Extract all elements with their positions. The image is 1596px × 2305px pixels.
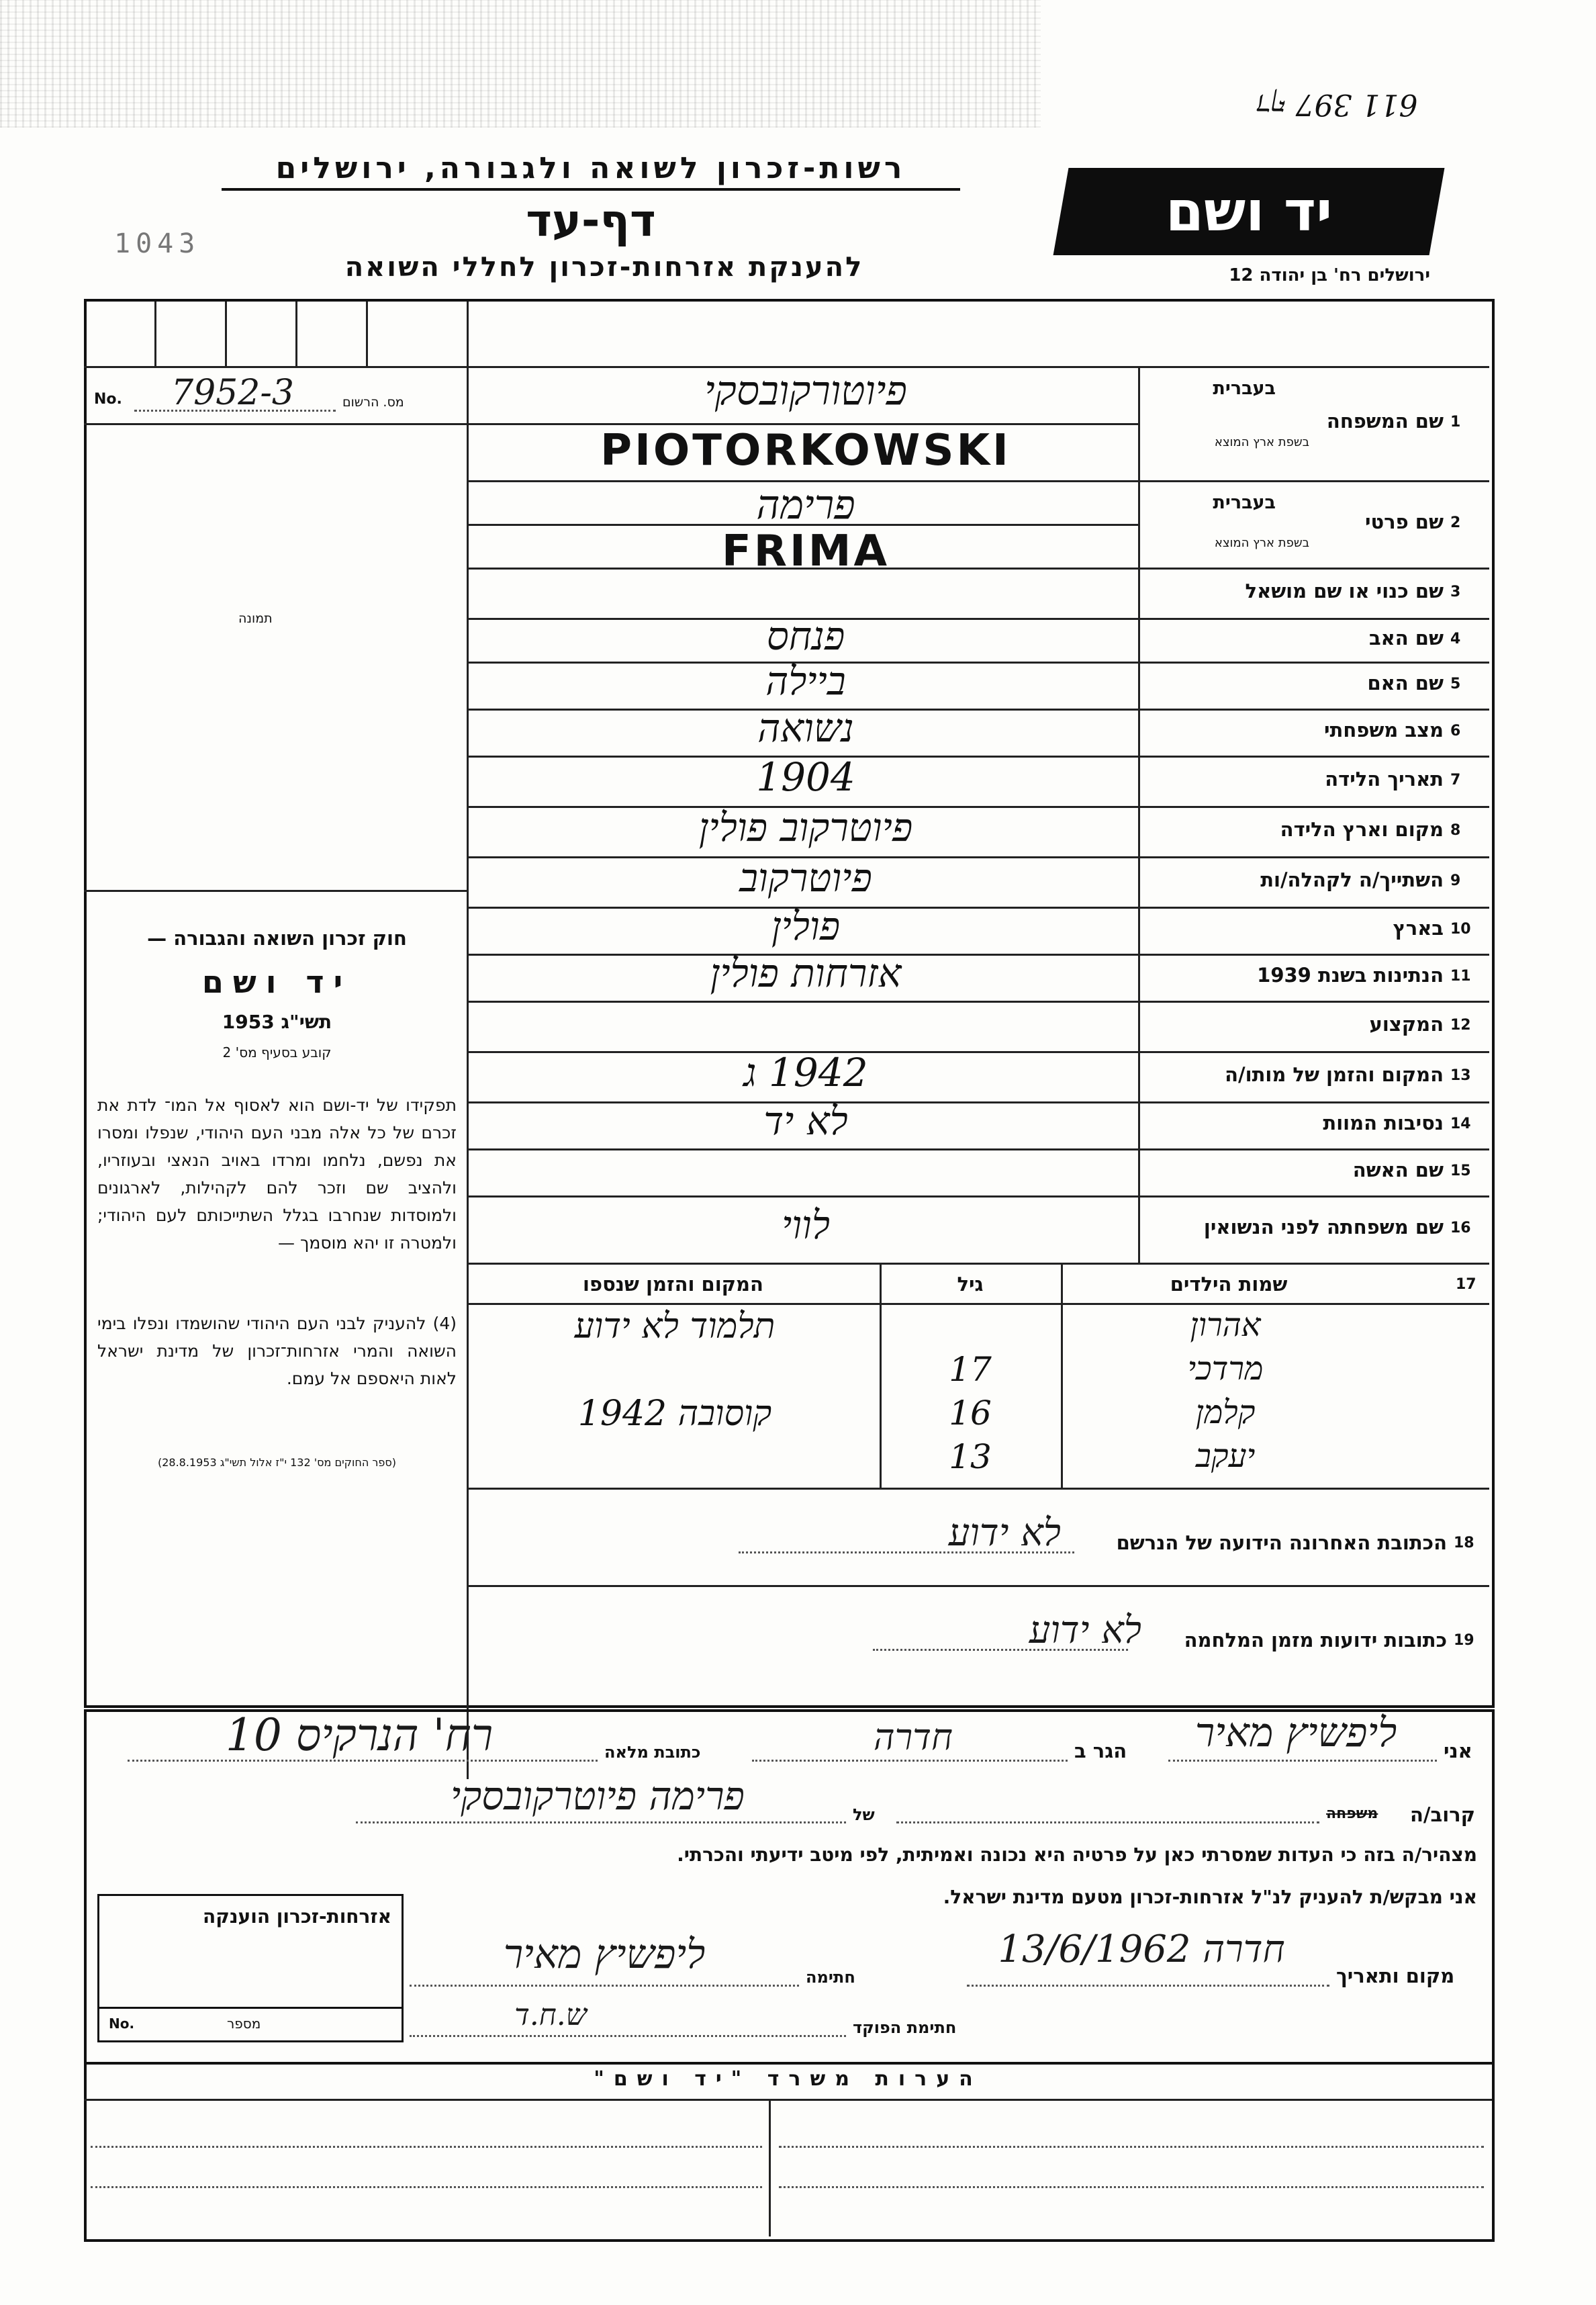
field-value: פנחס (766, 613, 845, 659)
field-num: 15 (1450, 1163, 1471, 1179)
dotted-line (91, 2146, 762, 2148)
field-value-latin: PIOTORKOWSKI (600, 426, 1011, 476)
award-box (97, 1894, 404, 2042)
grid-line (467, 1488, 1489, 1490)
field-num: 6 (1450, 723, 1461, 739)
law-citation: (ספר החוקים מס' 132 י"ז אלול תשי"ג 28.8.1953) (157, 1456, 397, 1469)
field-label: השתייך/ה לקהלה/ות (1260, 868, 1444, 891)
field-value-latin: FRIMA (721, 527, 890, 576)
relative-crossed: משפחה (1326, 1805, 1378, 1822)
field-sub-origin: בשפת ארץ המוצא (1214, 536, 1309, 550)
field-value: אזרחות פולין (710, 950, 902, 996)
children-num: 17 (1456, 1276, 1476, 1293)
grid-line (225, 302, 227, 366)
field-label: המקצוע (1369, 1012, 1444, 1036)
dotted-line (410, 1985, 799, 1987)
declarant-name: ליפשיץ מאיר (1194, 1709, 1397, 1756)
field-value: פיוטרקוב פולין (698, 804, 913, 850)
registration-number-value: 7952-3 (171, 373, 294, 413)
grid-line (880, 1263, 882, 1488)
field-num: 3 (1450, 583, 1461, 600)
full-address-value: רח' הנרקיס 10 (225, 1709, 494, 1761)
field-num: 8 (1450, 821, 1461, 839)
field-label: שם האשה (1352, 1159, 1444, 1181)
logo-address: ירושלים רח' בן יהודה 12 (1229, 265, 1430, 285)
relative-label: קרוב/ה (1410, 1803, 1475, 1826)
logo-text: יד ושם (1165, 179, 1333, 244)
grid-line (295, 302, 297, 366)
field-label: שם המשפחה (1326, 410, 1444, 433)
declaration-statement: מצהיר/ה בזה כי העדות שמסרתי כאן על פרטיה היא נכונה ואמיתית, לפי מיטב ידיעתי והכרתי. (677, 1844, 1477, 1866)
field-value: לא יד (763, 1098, 848, 1144)
child-place: תלמוד לא ידוע (574, 1306, 776, 1347)
law-name: יד ושם (201, 964, 353, 1000)
grid-line (769, 2099, 771, 2236)
field-num: 9 (1450, 872, 1461, 889)
grid-line (84, 2099, 1492, 2101)
officer-value: ש.ח.ד (514, 1998, 587, 2032)
field-sub-origin: בשפת ארץ המוצא (1214, 435, 1309, 449)
field-value-hebrew: פיוטורקובסקי (704, 367, 907, 414)
child-age: 17 (949, 1350, 992, 1389)
dotted-line (779, 2186, 1484, 2188)
field-num: 10 (1450, 921, 1471, 938)
field-label: המקום והזמן של מותו/ה (1225, 1063, 1444, 1086)
child-name: קלמן (1195, 1394, 1256, 1431)
dotted-line (752, 1760, 1068, 1762)
field-num: 13 (1450, 1067, 1471, 1084)
field-18-label: הכתובת האחרונה הידועה של הנרשם (1116, 1531, 1447, 1554)
field-value: נשואה (757, 705, 854, 751)
relative-of-value: פרימה פיוטרקובסקי (451, 1773, 745, 1819)
child-age: 16 (949, 1394, 992, 1433)
field-num: 1 (1450, 414, 1461, 431)
place-date-value: חדרה 13/6/1962 (998, 1928, 1285, 1971)
form-subtitle: להענקת אזרחות-זכרון לחללי השואה (344, 252, 864, 283)
field-row-line (467, 1001, 1489, 1003)
full-address-label: כתובת מלאה (604, 1743, 701, 1762)
field-label: הנתינות בשנת 1939 (1257, 964, 1444, 987)
field-row-line (467, 1148, 1489, 1150)
field-num: 12 (1450, 1016, 1471, 1034)
field-value-hebrew: פרימה (756, 482, 855, 529)
grid-line (1061, 1263, 1063, 1488)
field-value: פיוטרקוב (739, 854, 872, 901)
field-num: 11 (1450, 968, 1471, 985)
field-num: 2 (1450, 514, 1461, 531)
grid-line (154, 302, 156, 366)
field-label: מקום וארץ הלידה (1280, 817, 1444, 841)
registration-number-label: מס. הרשום (342, 395, 404, 410)
office-notes-title: הערות משרד "יד ושם" (594, 2067, 982, 2091)
registration-no-label: No. (94, 391, 122, 408)
authority-title: רשות-זכרון לשואה ולגבורה, ירושלים (222, 151, 960, 191)
field-num: 4 (1450, 630, 1461, 647)
field-sub-hebrew: בעברית (1213, 378, 1276, 399)
grid-line (467, 1303, 1489, 1305)
field-label: שם משפחתה לפני הנשואין (1203, 1216, 1444, 1238)
child-name: מרדכי (1187, 1350, 1264, 1388)
child-name: אהרון (1190, 1306, 1261, 1344)
field-label: נסיבות המוות (1323, 1112, 1444, 1134)
field-num: 14 (1450, 1116, 1471, 1132)
award-box-divider (99, 2007, 402, 2009)
child-name: יעקב (1195, 1437, 1256, 1475)
award-box-title: אזרחות-זכרון הוענקה (203, 1905, 391, 1928)
field-label: שם פרטי (1364, 510, 1444, 533)
field-18-value: לא ידוע (948, 1511, 1061, 1555)
grid-line (467, 1585, 1489, 1587)
field-label: תאריך הלידה (1325, 767, 1444, 790)
field-value: ביילה (765, 658, 846, 704)
law-paragraph-2: (4) להעניק לבני העם היהודי שהושמדו ונפלו בימי השואה והמרי אזרחות־זכרון של מדינת ישראל לאות היאספם אל עמם. (97, 1314, 457, 1388)
field-num: 5 (1450, 676, 1461, 692)
field-label: בארץ (1393, 917, 1444, 940)
children-col-age: גיל (957, 1273, 984, 1296)
dotted-line (967, 1985, 1329, 1987)
resides-value: חדרה (874, 1716, 953, 1758)
grid-line (84, 890, 467, 892)
dotted-line (410, 2035, 846, 2037)
field-value: 1904 (756, 754, 855, 800)
law-year: תשי"ג 1953 (222, 1011, 332, 1033)
child-place: קוסובה 1942 (577, 1394, 772, 1434)
signature-label: חתימה (806, 1968, 855, 1987)
field-18-num: 18 (1454, 1535, 1474, 1551)
officer-label: חתימת הפוקד (853, 2018, 957, 2037)
field-num: 7 (1450, 771, 1461, 788)
dotted-line (779, 2146, 1484, 2148)
field-19-num: 19 (1454, 1632, 1474, 1649)
law-section: קובע בסעיף מס' 2 (222, 1044, 332, 1060)
field-value: פולין (771, 903, 841, 949)
photo-label: תמונה (238, 611, 273, 626)
grid-line (366, 302, 368, 366)
field-label: שם האב (1368, 626, 1444, 649)
page-mark: 611 דף 397 (1256, 87, 1418, 122)
label-column-divider (1138, 366, 1140, 1263)
dotted-line (91, 2186, 762, 2188)
dotted-line (356, 1821, 846, 1823)
declaration-request: אני מבקש/ת להעניק לנ"ל אזרחות-זכרון מטעם מדינת ישראל. (943, 1886, 1477, 1908)
field-label: שם האם (1367, 672, 1444, 694)
children-col-names: שמות הילדים (1170, 1273, 1288, 1296)
scan-noise (0, 0, 1041, 128)
dotted-line (896, 1821, 1319, 1823)
field-19-value: לא ידוע (1029, 1609, 1141, 1652)
law-title: חוק זכרון השואה והגבורה — (147, 927, 407, 950)
signature-value: ליפשיץ מאיר (503, 1931, 706, 1978)
child-age: 13 (949, 1437, 992, 1476)
award-box-number-label: מספר (227, 2016, 261, 2032)
dotted-line (1168, 1760, 1437, 1762)
resides-label: הגר ב (1074, 1739, 1127, 1762)
field-split-line (467, 423, 1138, 425)
yad-vashem-logo (1053, 168, 1445, 255)
field-num: 16 (1450, 1220, 1471, 1236)
field-row-line (467, 1195, 1489, 1197)
grid-line (84, 366, 467, 368)
field-label: מצב משפחתי (1323, 719, 1444, 741)
field-19-label: כתובות ידועות מזמן המלחמה (1184, 1629, 1447, 1652)
grid-line (84, 423, 467, 425)
of-label: של (853, 1805, 875, 1824)
form-title: דף-עד (526, 195, 656, 246)
field-value: 1942 ג (743, 1049, 868, 1095)
declaration-ani: אני (1444, 1739, 1472, 1762)
award-box-no-label: No. (109, 2016, 135, 2032)
law-paragraph-1: תפקידו של יד-ושם הוא לאסוף אל המו־ לדת את זכרם של כל אלה מבני העם היהודי, שנפלו ומסרו את נפשם, נלחמו ומרדו באויב הנאצי ובעוזריו, ולהציב שם וזכר להם לקהילות, לארגונים ולמוסדות שנחרבו בגלל השתייכותם לעם היהודי; ולמטרה זו יהא מוסמך — (97, 1095, 457, 1253)
children-col-place: המקום והזמן שנספו (583, 1273, 763, 1296)
field-label: שם כנוי או שם מושאל (1245, 579, 1444, 602)
grid-line (467, 1263, 1489, 1265)
place-date-label: מקום ותאריך (1336, 1964, 1455, 1987)
stamp-number: 1043 (114, 228, 201, 259)
left-column-divider (467, 302, 469, 1779)
field-sub-hebrew: בעברית (1213, 492, 1276, 513)
field-value: לווי (781, 1202, 831, 1248)
